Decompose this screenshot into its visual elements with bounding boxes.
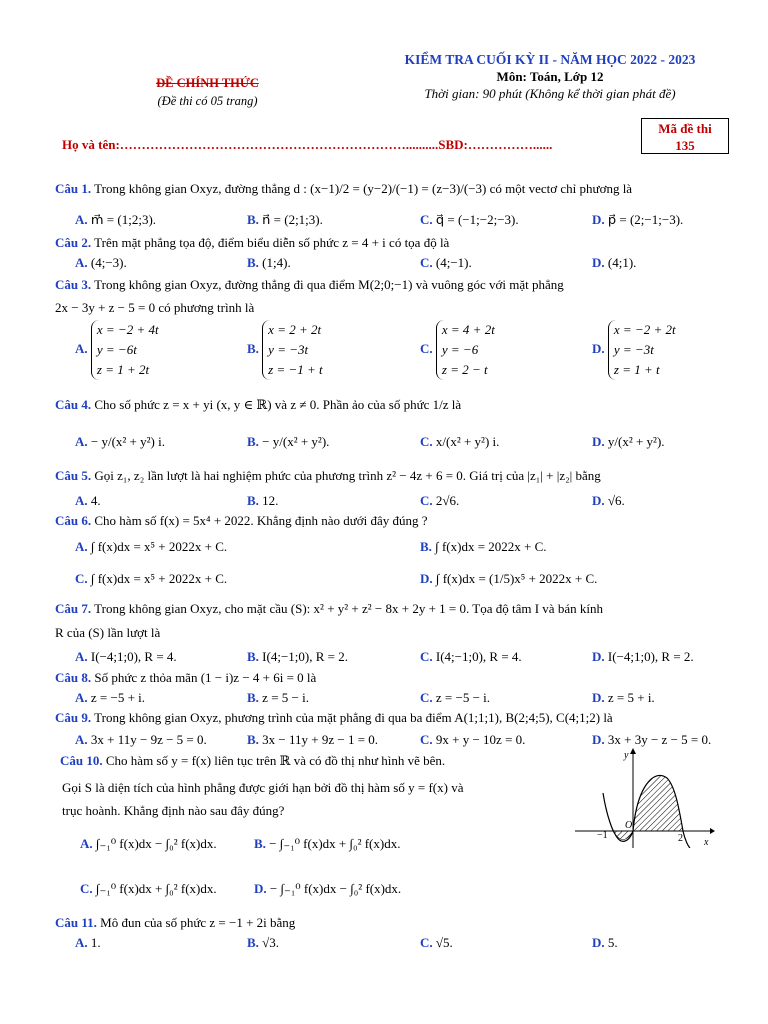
option-d[interactable]: D. x = −2 + 2t y = −3t z = 1 + t [592,320,676,380]
option-b[interactable]: B. I(4;−1;0), R = 2. [247,649,348,664]
question-number: Câu 2. [55,235,92,250]
question-1 [55,180,735,198]
question-number: Câu 10. [60,753,103,768]
exam-code-box [641,118,729,154]
question-text: Trong không gian Oxyz, phương trình của mặt phẳng đi qua ba điểm A(1;1;1), B(2;4;5), C(4;1;2) là [94,710,613,725]
option-b[interactable]: B. − y/(x² + y²). [247,434,330,449]
question-9 [55,709,735,727]
question-6 [55,512,735,530]
question-number: Câu 1. [55,181,92,196]
question-5 [55,467,735,485]
option-d[interactable]: D. y/(x² + y²). [592,434,665,449]
question-3-continued: 2x − 3y + z − 5 = 0 có phương trình là [55,300,255,315]
question-text: Trong không gian Oxyz, đường thẳng d : (x−1)/2 = (y−2)/(−1) = (z−3)/(−3) có một vectơ chỉ phương là [94,181,633,196]
option-d[interactable]: D. ∫ f(x)dx = (1/5)x⁵ + 2022x + C. [420,571,598,586]
question-4 [55,396,735,414]
option-c[interactable]: C. 2√6. [420,493,460,508]
option-c[interactable]: C. ∫₋₁⁰ f(x)dx + ∫₀² f(x)dx. [80,881,217,896]
question-text: Trên mặt phẳng tọa độ, điểm biểu diễn số phức z = 4 + i có tọa độ là [94,235,450,250]
question-text: Cho hàm số y = f(x) liên tục trên ℝ và có đồ thị như hình vẽ bên. [105,753,446,768]
option-d[interactable]: D. √6. [592,493,625,508]
axis-y-label: y [624,750,629,761]
student-name-line: Họ và tên:…………………………………………………………..........SBD:……………...... [62,137,553,152]
question-number: Câu 8. [55,670,92,685]
option-a[interactable]: A. m⃗ = (1;2;3). [75,212,157,227]
option-b[interactable]: B. 12. [247,493,279,508]
question-text: Số phức z thỏa mãn (1 − i)z − 4 + 6i = 0 là [94,670,317,685]
exam-time: Thời gian: 90 phút (Không kể thời gian phát đề) [424,86,676,101]
option-a[interactable]: A. x = −2 + 4t y = −6t z = 1 + 2t [75,320,159,380]
question-8 [55,669,735,687]
option-a[interactable]: A. − y/(x² + y²) i. [75,434,165,449]
option-d[interactable]: D. I(−4;1;0), R = 2. [592,649,694,664]
question-number: Câu 9. [55,710,92,725]
option-a[interactable]: A. 4. [75,493,101,508]
question-number: Câu 5. [55,468,92,483]
question-number: Câu 11. [55,915,97,930]
option-a[interactable]: A. ∫ f(x)dx = x⁵ + 2022x + C. [75,539,228,554]
function-graph-figure [575,748,715,848]
option-b[interactable]: B. 3x − 11y + 9z − 1 = 0. [247,732,379,747]
option-c[interactable]: C. z = −5 − i. [420,690,491,705]
option-b[interactable]: B. ∫ f(x)dx = 2022x + C. [420,539,547,554]
question-3 [55,276,735,294]
option-b[interactable]: B. (1;4). [247,255,291,270]
option-b[interactable]: B. √3. [247,935,280,950]
option-c[interactable]: C. ∫ f(x)dx = x⁵ + 2022x + C. [75,571,228,586]
question-11 [55,914,735,932]
exam-subject: Môn: Toán, Lớp 12 [496,69,604,84]
tick-label-neg1: −1 [597,830,608,841]
option-c[interactable]: C. 9x + y − 10z = 0. [420,732,526,747]
option-b[interactable]: B. x = 2 + 2t y = −3t z = −1 + t [247,320,323,380]
option-d[interactable]: D. − ∫₋₁⁰ f(x)dx − ∫₀² f(x)dx. [254,881,402,896]
official-exam-label: ĐỀ CHÍNH THỨC [156,76,259,90]
exam-code-label: Mã đề thi [658,121,712,136]
option-c[interactable]: C. q⃗ = (−1;−2;−3). [420,212,519,227]
shaded-region-right [633,775,683,831]
question-text: Trong không gian Oxyz, đường thẳng đi qua điểm M(2;0;−1) và vuông góc với mặt phẳng [94,277,564,292]
exam-title: KIỂM TRA CUỐI KỲ II - NĂM HỌC 2022 - 2023 [404,52,696,67]
question-10 [60,752,560,770]
option-d[interactable]: D. z = 5 + i. [592,690,655,705]
option-c[interactable]: C. x/(x² + y²) i. [420,434,500,449]
option-c[interactable]: C. I(4;−1;0), R = 4. [420,649,522,664]
question-7 [55,600,735,618]
option-c[interactable]: C. √5. [420,935,453,950]
option-c[interactable]: C. x = 4 + 2t y = −6 z = 2 − t [420,320,495,380]
option-a[interactable]: A. 3x + 11y − 9z − 5 = 0. [75,732,207,747]
tick-label-2: 2 [678,833,683,844]
question-text: Gọi z₁, z₂ lần lượt là hai nghiệm phức của phương trình z² − 4z + 6 = 0. Giá trị của |z₁| + |z₂| bằng [94,468,601,483]
option-b[interactable]: B. − ∫₋₁⁰ f(x)dx + ∫₀² f(x)dx. [254,836,401,851]
option-a[interactable]: A. 1. [75,935,101,950]
option-d[interactable]: D. 5. [592,935,618,950]
question-text: Mô đun của số phức z = −1 + 2i bằng [100,915,296,930]
option-c[interactable]: C. (4;−1). [420,255,472,270]
option-a[interactable]: A. z = −5 + i. [75,690,146,705]
option-d[interactable]: D. (4;1). [592,255,637,270]
option-d[interactable]: D. p⃗ = (2;−1;−3). [592,212,684,227]
question-number: Câu 7. [55,601,92,616]
origin-label: O [625,820,633,831]
option-a[interactable]: A. I(−4;1;0), R = 4. [75,649,177,664]
question-text: Cho số phức z = x + yi (x, y ∈ ℝ) và z ≠ 0. Phần ảo của số phức 1/z là [94,397,462,412]
question-number: Câu 4. [55,397,92,412]
question-2 [55,234,735,252]
option-a[interactable]: A. (4;−3). [75,255,127,270]
exam-code-value: 135 [675,138,695,153]
question-10-line3: trục hoành. Khẳng định nào sau đây đúng? [62,803,285,818]
option-b[interactable]: B. z = 5 − i. [247,690,309,705]
question-10-line2: Gọi S là diện tích của hình phẳng được giới hạn bởi đồ thị hàm số y = f(x) và [62,780,464,795]
option-b[interactable]: B. n⃗ = (2;1;3). [247,212,323,227]
option-d[interactable]: D. 3x + 3y − z − 5 = 0. [592,732,712,747]
question-number: Câu 3. [55,277,92,292]
question-text: Cho hàm số f(x) = 5x⁴ + 2022. Khẳng định nào dưới đây đúng ? [94,513,428,528]
question-text: Trong không gian Oxyz, cho mặt cầu (S): x² + y² + z² − 8x + 2y + 1 = 0. Tọa độ tâm I và bán kính [94,601,603,616]
option-a[interactable]: A. ∫₋₁⁰ f(x)dx − ∫₀² f(x)dx. [80,836,217,851]
question-7-continued: R của (S) lần lượt là [55,625,161,640]
page-count-note: (Đề thi có 05 trang) [157,94,258,108]
question-number: Câu 6. [55,513,92,528]
axis-x-label: x [704,837,709,848]
